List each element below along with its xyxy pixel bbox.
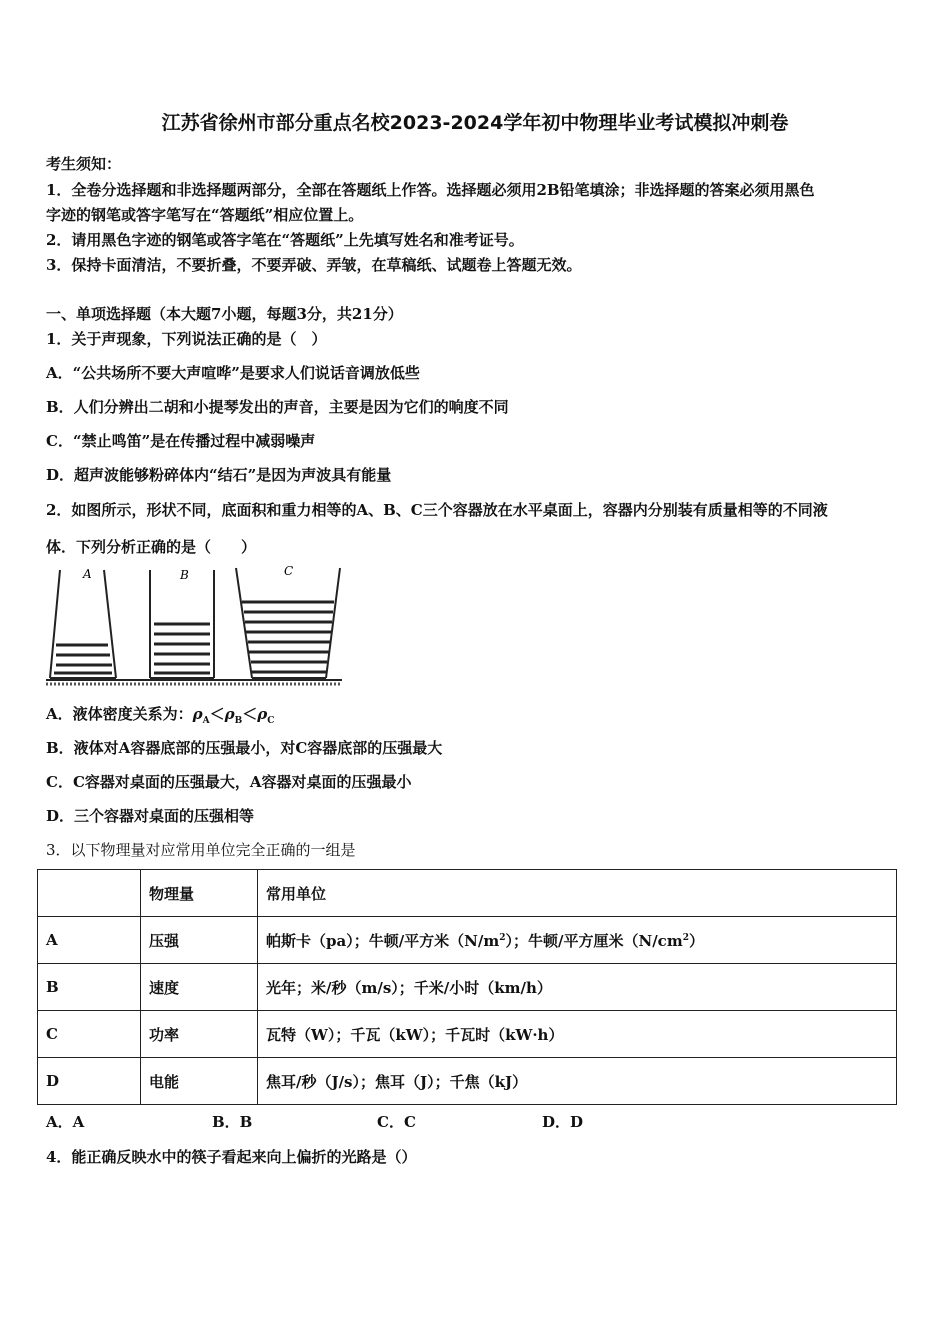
row-quantity: 压强 [141, 917, 258, 964]
exam-title: 江苏省徐州市部分重点名校2023-2024学年初中物理毕业考试模拟冲刺卷 [161, 112, 789, 134]
notice-line-1: 1．全卷分选择题和非选择题两部分，全部在答题纸上作答。选择题必须用2B铅笔填涂；非选择题的答案必须用黑色 [46, 181, 815, 199]
header-cell-quantity: 物理量 [141, 870, 258, 917]
q3-option-c: C．C [377, 1113, 416, 1131]
notice-line-3: 3．保持卡面清洁，不要折叠，不要弄破、弄皱，在草稿纸、试题卷上答题无效。 [46, 256, 582, 274]
q3-stem: 3．以下物理量对应常用单位完全正确的一组是 [46, 841, 356, 859]
q2-stem-line-2: 体．下列分析正确的是（ ） [46, 538, 257, 556]
q3-option-a: A．A [46, 1113, 85, 1131]
q3-option-b: B．B [212, 1113, 253, 1131]
unit-text-part-1: 帕斯卡（pa）；牛顿/平方米（N/m [266, 931, 500, 950]
rho-sub-a: A [202, 716, 210, 726]
q1-option-d: D．超声波能够粉碎体内“结石”是因为声波具有能量 [46, 466, 392, 484]
q3-option-d: D．D [542, 1113, 584, 1131]
unit-text-part-3: ） [688, 931, 704, 950]
row-units [258, 917, 897, 964]
row-quantity: 功率 [141, 1011, 258, 1058]
row-units: 光年；米/秒（m/s）；千米/小时（km/h） [258, 964, 897, 1011]
notice-line-1b: 字迹的钢笔或答字笔写在“答题纸”相应位置上。 [46, 206, 364, 224]
table-header-row [38, 870, 897, 917]
header-cell-empty [38, 870, 141, 917]
table-row [38, 964, 897, 1011]
row-quantity: 速度 [141, 964, 258, 1011]
q2-option-a [46, 703, 274, 726]
q1-option-a: A．“公共场所不要大声喧哗”是要求人们说话音调放低些 [46, 364, 420, 382]
rho-symbol: ρ [192, 705, 203, 723]
q2-option-a-prefix: A．液体密度关系为： [46, 705, 193, 723]
row-units: 焦耳/秒（J/s）；焦耳（J）；千焦（kJ） [258, 1058, 897, 1105]
less-than-sign: ＜ [209, 705, 225, 723]
table-row [38, 1011, 897, 1058]
q1-option-c: C．“禁止鸣笛”是在传播过程中减弱噪声 [46, 432, 316, 450]
notice-heading: 考生须知： [46, 155, 122, 173]
fig-label-c: C [284, 564, 294, 578]
q2-option-c: C．C容器对桌面的压强最大，A容器对桌面的压强最小 [46, 773, 412, 791]
row-label: D [38, 1058, 141, 1105]
rho-sub-c: C [267, 716, 275, 726]
row-units: 瓦特（W）；千瓦（kW）；千瓦时（kW·h） [258, 1011, 897, 1058]
notice-line-2: 2．请用黑色字迹的钢笔或答字笔在“答题纸”上先填写姓名和准考证号。 [46, 231, 524, 249]
q1-stem: 1．关于声现象，下列说法正确的是（ ） [46, 330, 327, 348]
fig-label-b: B [180, 568, 189, 582]
fig-label-a: A [83, 567, 92, 581]
q2-option-b: B．液体对A容器底部的压强最小，对C容器底部的压强最大 [46, 739, 443, 757]
row-label: B [38, 964, 141, 1011]
row-quantity: 电能 [141, 1058, 258, 1105]
superscript-2: 2 [682, 932, 689, 943]
container-b [150, 570, 214, 678]
rho-symbol: ρ [224, 705, 235, 723]
containers-figure [46, 562, 342, 690]
rho-symbol: ρ [257, 705, 268, 723]
rho-sub-b: B [234, 716, 243, 726]
row-label: C [38, 1011, 141, 1058]
section-heading: 一、单项选择题（本大题7小题，每题3分，共21分） [46, 305, 403, 323]
units-table [37, 869, 897, 1105]
q2-stem-line-1: 2．如图所示，形状不同，底面积和重力相等的A、B、C三个容器放在水平桌面上，容器内分别装有质量相等的不同液 [46, 501, 828, 519]
header-cell-unit: 常用单位 [258, 870, 897, 917]
container-c [236, 568, 340, 678]
q1-option-b: B．人们分辨出二胡和小提琴发出的声音，主要是因为它们的响度不同 [46, 398, 509, 416]
q4-stem: 4．能正确反映水中的筷子看起来向上偏折的光路是（） [46, 1148, 417, 1166]
less-than-sign: ＜ [242, 705, 258, 723]
table-row [38, 1058, 897, 1105]
container-a [50, 570, 116, 678]
q2-option-d: D．三个容器对桌面的压强相等 [46, 807, 255, 825]
superscript-2: 2 [499, 932, 506, 943]
table-row [38, 917, 897, 964]
unit-text-part-2: ）；牛顿/平方厘米（N/cm [505, 931, 683, 950]
row-label: A [38, 917, 141, 964]
